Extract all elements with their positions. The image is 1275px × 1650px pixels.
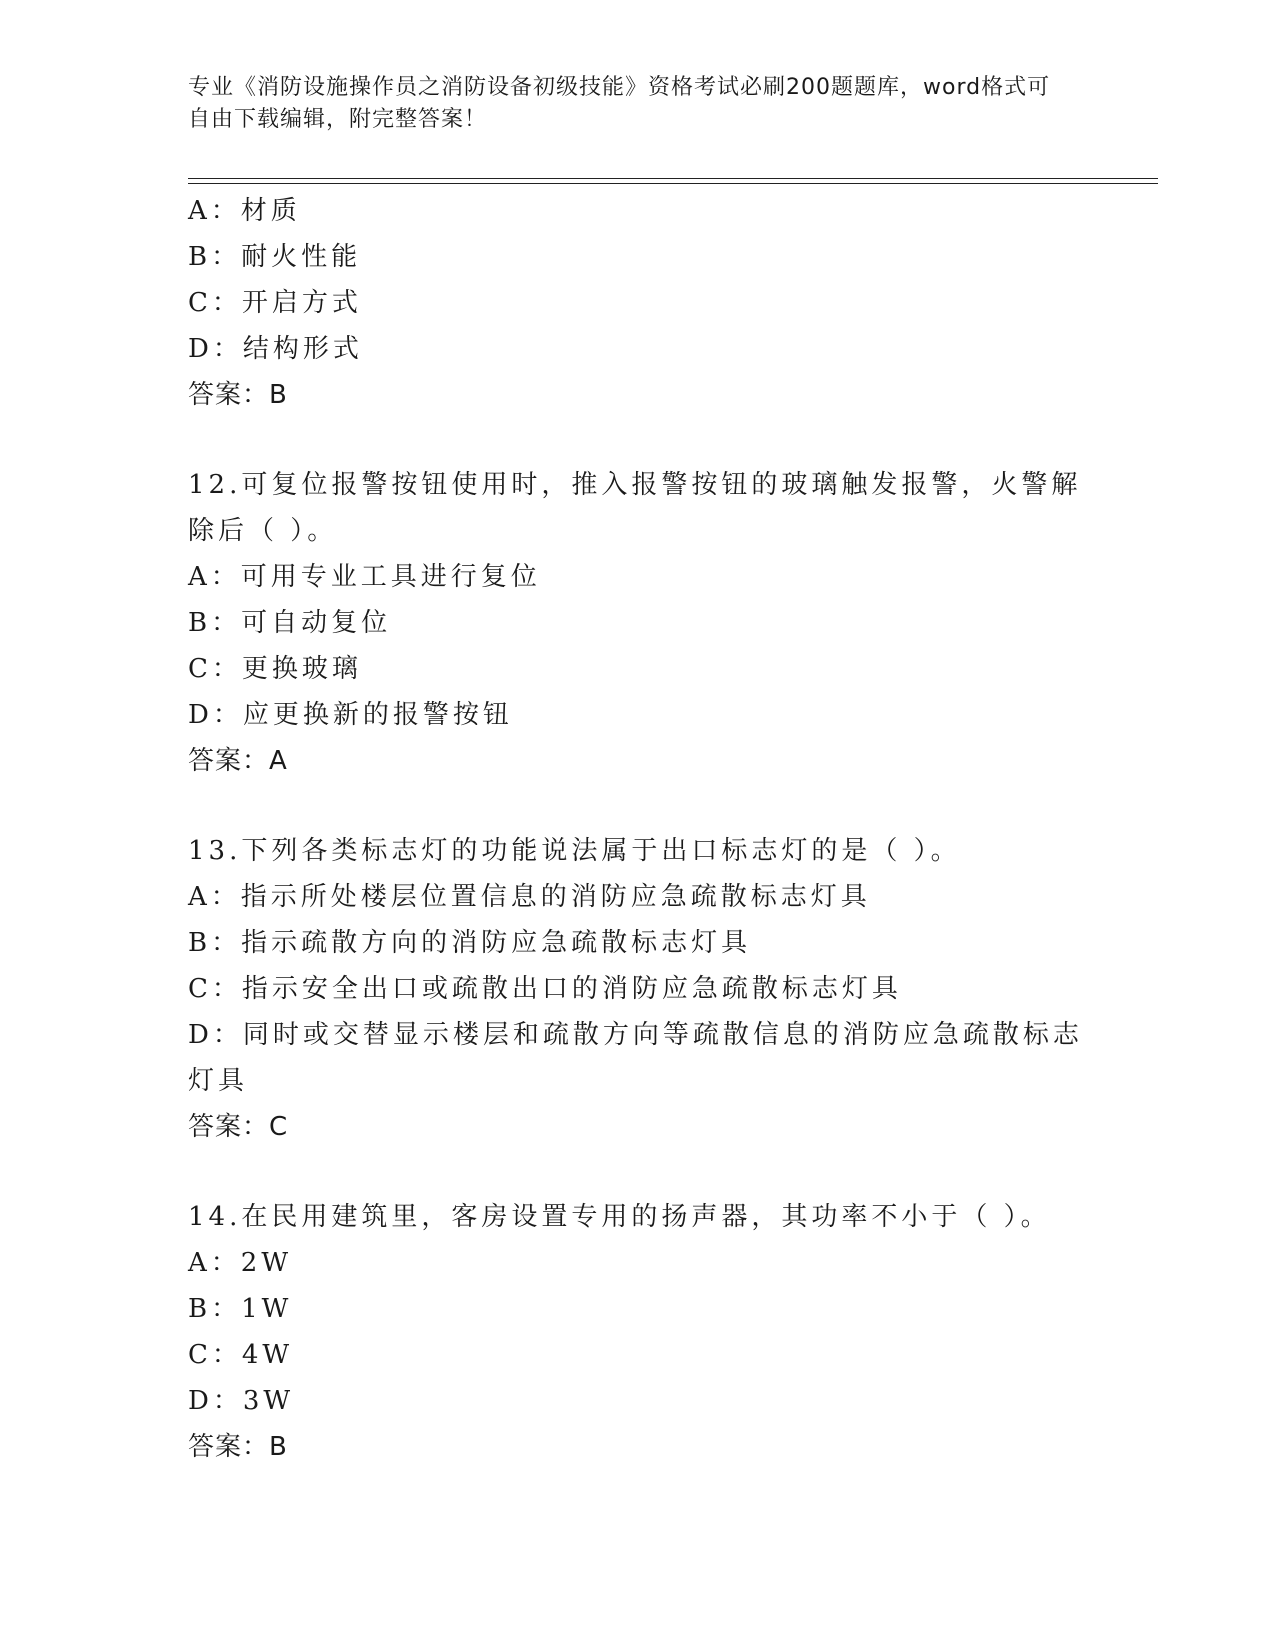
option-d: D：结构形式 bbox=[188, 334, 363, 364]
option-c: C：4W bbox=[188, 1340, 294, 1370]
answer: 答案：A bbox=[188, 746, 288, 776]
option-d: D：应更换新的报警按钮 bbox=[188, 700, 513, 730]
option-a: A：材质 bbox=[188, 196, 301, 226]
question-11 bbox=[188, 188, 1088, 418]
option-c: C：开启方式 bbox=[188, 288, 362, 318]
question-list bbox=[188, 188, 1088, 1470]
option-c: C：更换玻璃 bbox=[188, 654, 362, 684]
option-b: B：指示疏散方向的消防应急疏散标志灯具 bbox=[188, 928, 752, 958]
question-text: 12.可复位报警按钮使用时，推入报警按钮的玻璃触发报警，火警解除后（ ）。 bbox=[188, 470, 1082, 546]
option-b: B：1W bbox=[188, 1294, 293, 1324]
option-a: A：2W bbox=[188, 1248, 293, 1278]
option-d: D：3W bbox=[188, 1386, 295, 1416]
header-divider-bottom bbox=[188, 183, 1158, 184]
question-12 bbox=[188, 462, 1088, 784]
option-a: A：指示所处楼层位置信息的消防应急疏散标志灯具 bbox=[188, 882, 871, 912]
question-13 bbox=[188, 828, 1088, 1150]
answer: 答案：B bbox=[188, 380, 288, 410]
option-b: B：可自动复位 bbox=[188, 608, 392, 638]
option-c: C：指示安全出口或疏散出口的消防应急疏散标志灯具 bbox=[188, 974, 902, 1004]
option-b: B：耐火性能 bbox=[188, 242, 362, 272]
option-d: D：同时或交替显示楼层和疏散方向等疏散信息的消防应急疏散标志灯具 bbox=[188, 1020, 1083, 1096]
option-a: A：可用专业工具进行复位 bbox=[188, 562, 541, 592]
document-header: 专业《消防设施操作员之消防设备初级技能》资格考试必刷200题题库，word格式可自由下载编辑，附完整答案！ bbox=[188, 75, 1051, 132]
header-divider-top bbox=[188, 178, 1158, 179]
question-text: 13.下列各类标志灯的功能说法属于出口标志灯的是（ ）。 bbox=[188, 836, 961, 866]
question-text: 14.在民用建筑里，客房设置专用的扬声器，其功率不小于（ ）。 bbox=[188, 1202, 1051, 1232]
answer: 答案：B bbox=[188, 1432, 288, 1462]
question-14 bbox=[188, 1194, 1088, 1470]
answer: 答案：C bbox=[188, 1112, 289, 1142]
